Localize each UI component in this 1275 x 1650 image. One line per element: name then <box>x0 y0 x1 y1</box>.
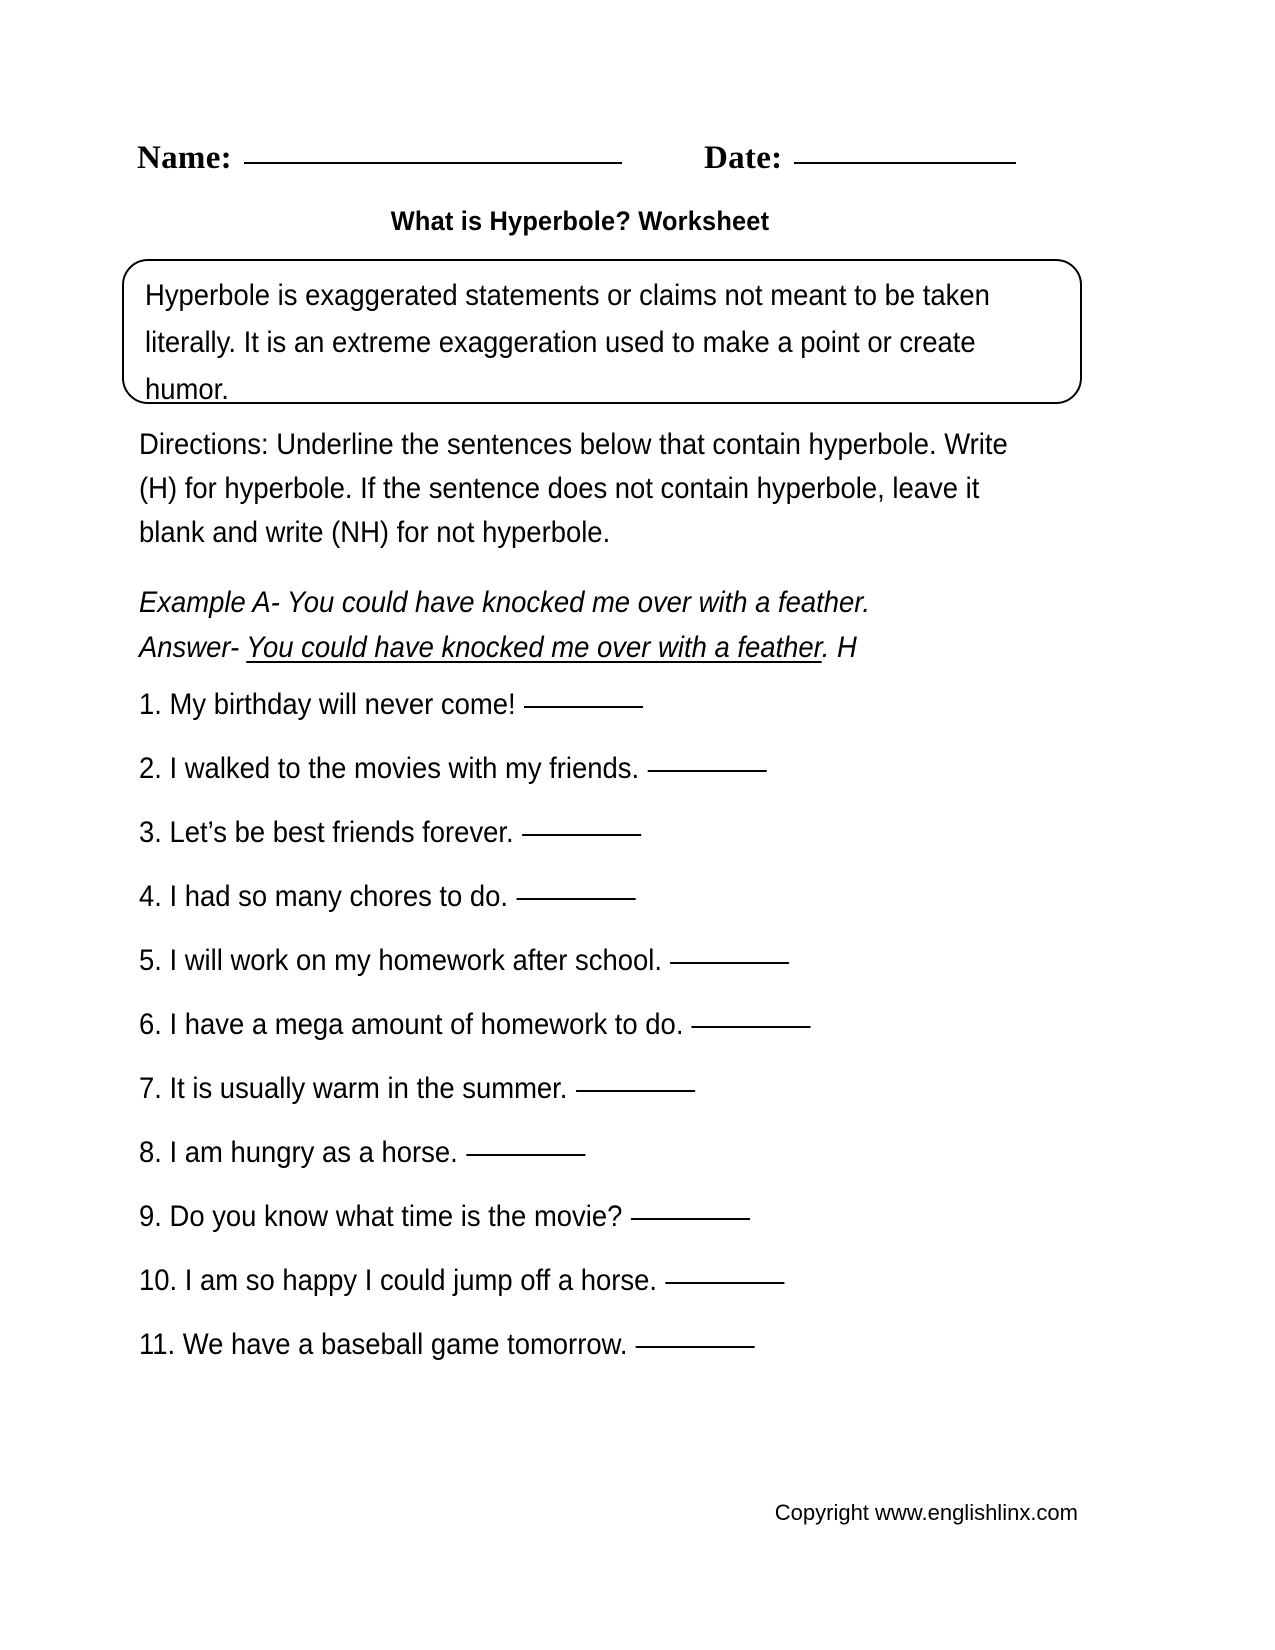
page-title: What is Hyperbole? Worksheet <box>390 206 770 236</box>
question-item <box>139 880 1088 944</box>
question-item <box>139 1072 1088 1136</box>
name-input-rule[interactable] <box>244 161 622 164</box>
answer-blank[interactable] <box>576 1089 695 1092</box>
example-answer <box>139 625 1069 670</box>
question-item <box>139 1136 1088 1200</box>
answer-blank[interactable] <box>516 897 635 900</box>
answer-blank[interactable] <box>670 961 789 964</box>
example-block <box>139 580 1069 670</box>
question-text: 8. I am hungry as a horse. <box>139 1136 458 1169</box>
question-item <box>139 1264 1088 1328</box>
answer-blank[interactable] <box>522 833 641 836</box>
question-item <box>139 944 1088 1008</box>
answer-blank[interactable] <box>524 705 643 708</box>
question-item <box>139 752 1088 816</box>
question-text: 2. I walked to the movies with my friends. <box>139 752 640 785</box>
answer-prefix: Answer- <box>139 631 247 664</box>
name-label: Name: <box>137 140 232 176</box>
question-text: 1. My birthday will never come! <box>139 688 516 721</box>
example-prompt: Example A- You could have knocked me over with a feather. <box>139 586 870 619</box>
question-item <box>139 816 1088 880</box>
answer-blank[interactable] <box>692 1025 811 1028</box>
date-label: Date: <box>703 140 783 176</box>
answer-blank[interactable] <box>466 1153 585 1156</box>
question-text: 5. I will work on my homework after school. <box>139 944 662 977</box>
question-item <box>139 1328 1088 1392</box>
question-text: 6. I have a mega amount of homework to do. <box>139 1008 684 1041</box>
question-text: 9. Do you know what time is the movie? <box>139 1200 623 1233</box>
definition-text: Hyperbole is exaggerated statements or claims not meant to be taken literally. It is an extreme exaggeration used to make a point or create humor. <box>145 279 990 406</box>
answer-blank[interactable] <box>631 1217 750 1220</box>
answer-suffix: . H <box>821 631 857 664</box>
answer-underlined-text: You could have knocked me over with a feather <box>246 631 822 664</box>
answer-blank[interactable] <box>648 769 767 772</box>
copyright-notice: Copyright www.englishlinx.com <box>774 1500 1078 1525</box>
question-text: 10. I am so happy I could jump off a horse. <box>139 1264 658 1297</box>
question-list <box>139 688 1159 1392</box>
name-date-row <box>137 140 1037 188</box>
question-text: 3. Let’s be best friends forever. <box>139 816 514 849</box>
question-text: 4. I had so many chores to do. <box>139 880 509 913</box>
answer-blank[interactable] <box>636 1345 755 1348</box>
question-text: 11. We have a baseball game tomorrow. <box>139 1328 628 1361</box>
question-item <box>139 1008 1088 1072</box>
date-input-rule[interactable] <box>794 161 1016 164</box>
directions-text: Directions: Underline the sentences below that contain hyperbole. Write (H) for hyperbole. If the sentence does not contain hyperbole, leave it blank and write (NH) for not hyperbole. <box>139 428 1008 549</box>
answer-blank[interactable] <box>665 1281 784 1284</box>
question-text: 7. It is usually warm in the summer. <box>139 1072 568 1105</box>
question-item <box>139 1200 1088 1264</box>
question-item <box>139 688 1088 752</box>
